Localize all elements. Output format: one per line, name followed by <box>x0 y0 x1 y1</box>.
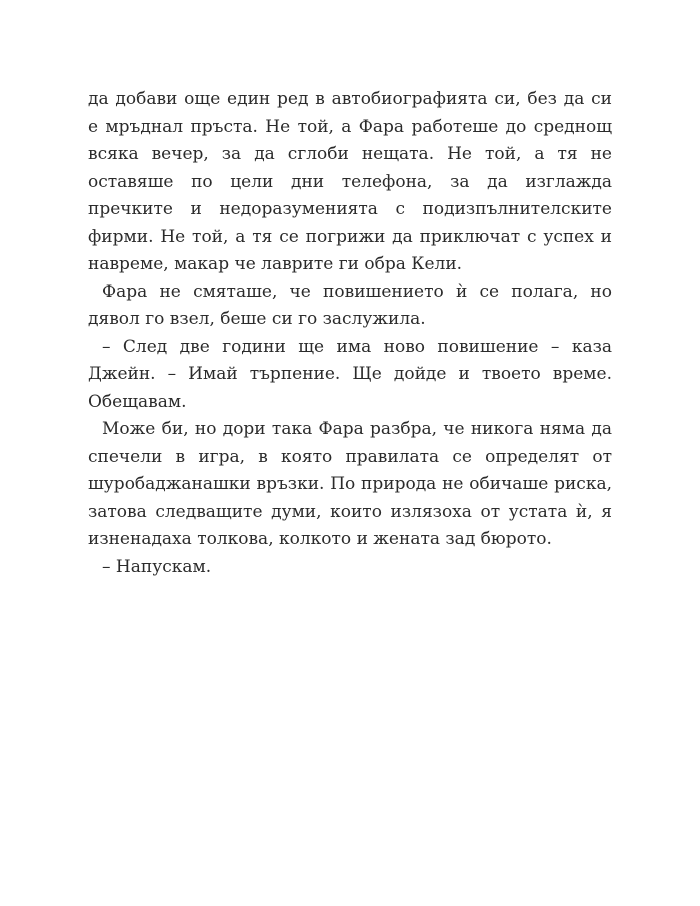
paragraph: Фара не смяташе, че повишението ѝ се полага, но дявол го взел, беше си го заслужила. <box>88 281 612 329</box>
paragraph: Може би, но дори така Фара разбра, че никога няма да спечели в игра, в която правилата се определят от шуробаджанашки връзки. По природа не обичаше риска, затова следващите думи, които излязоха от устата ѝ, я изненадаха толкова, колкото и жената зад бюрото. <box>88 419 612 549</box>
dialogue-paragraph: – След две години ще има ново повишение – каза Джейн. – Имай търпение. Ще дойде и твоето време. Обещавам. <box>88 336 612 412</box>
dialogue-paragraph: – Напускам. <box>102 556 212 577</box>
paragraph-continuation: да добави още един ред в автобиографията си, без да си е мръднал пръста. Не той, а Фара работеше до среднощ всяка вечер, за да сглоби нещата. Не той, а тя не оставяше по цели дни телефона, за да изглажда пречките и недоразуменията с подизпълнителските фирми. Не той, а тя се погрижи да приключат с успех и навреме, макар че лаврите ги обра Кели. <box>88 89 612 274</box>
book-page-text <box>88 86 612 581</box>
